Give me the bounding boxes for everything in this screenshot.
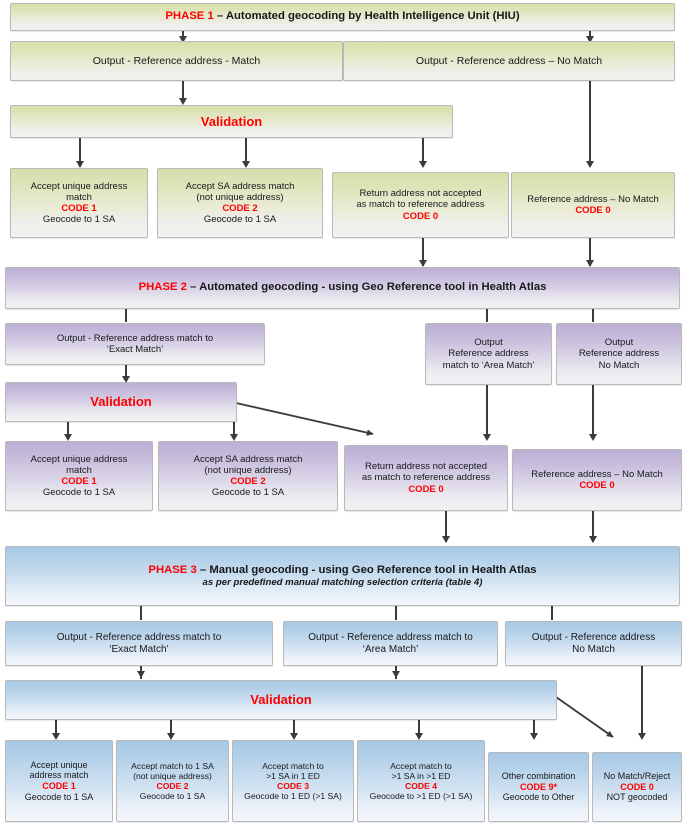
connector-p3-header-to-area (395, 606, 397, 620)
phase1-result-code1-code: CODE 1 (61, 203, 97, 214)
phase3-output-area-line1: Output - Reference address match to (308, 631, 473, 643)
arrowhead-p1-r4 (586, 161, 594, 168)
phase2-validation-text: Validation (90, 394, 152, 410)
phase3-result-code0 (592, 752, 682, 822)
connector-p2-header-to-exact (125, 309, 127, 322)
arrowhead-p3-validation-mid (392, 671, 400, 678)
phase3-result-code3-line4: Geocode to 1 ED (>1 SA) (244, 791, 342, 802)
phase3-result-code1-line4: Geocode to 1 SA (24, 791, 94, 802)
phase3-result-code9-code: CODE 9* (519, 781, 557, 792)
phase2-result-code2-code: CODE 2 (230, 476, 266, 487)
phase2-output-area (425, 323, 552, 385)
phase3-result-code0-line2: No Match/Reject (603, 771, 671, 782)
phase3-result-code2 (116, 740, 229, 822)
phase2-result-code1-line2: match (66, 464, 92, 476)
phase3-result-code3-line1: Accept match to (262, 760, 324, 771)
connector-p2-area-to-r4 (486, 385, 488, 437)
arrowhead-p3-validation-left (137, 671, 145, 678)
phase3-output-exact-line2: ‘Exact Match’ (109, 643, 169, 655)
phase3-label: PHASE 3 (148, 563, 197, 576)
phase2-output-exact-line2: ‘Exact Match’ (106, 344, 164, 355)
phase2-output-nomatch-line1: Output (604, 337, 634, 349)
phase1-result-nomatch-code: CODE 0 (575, 205, 611, 216)
phase3-result-code3-code: CODE 3 (277, 781, 309, 791)
phase3-result-code3 (232, 740, 354, 822)
phase3-result-code9 (488, 752, 589, 822)
phase2-label: PHASE 2 (138, 281, 187, 294)
phase1-result-code2-line1: Accept SA address match (185, 180, 295, 192)
arrowhead-p3-r5 (530, 733, 538, 740)
phase1-header (10, 3, 675, 31)
phase2-result-code2-line4: Geocode to 1 SA (211, 487, 285, 499)
connector-p3-nomatch-to-r6 (641, 666, 643, 737)
phase1-result-nomatch (511, 172, 675, 238)
phase1-output-nomatch-text: Output - Reference address – No Match (415, 54, 603, 67)
arrowhead-p3-header-right (589, 536, 597, 543)
phase2-result-code1-line1: Accept unique address (30, 453, 128, 465)
phase2-result-rejected-code: CODE 0 (408, 483, 444, 495)
arrowhead-p2-r4-left (483, 434, 491, 441)
phase2-result-nomatch-code: CODE 0 (579, 480, 615, 491)
arrowhead-p2-r2 (230, 434, 238, 441)
connector-p2-header-to-nomatch (592, 309, 594, 322)
arrowhead-p3-r6 (638, 733, 646, 740)
connector-p3-header-to-nomatch (551, 606, 553, 620)
connector-p2-nomatch-to-r4 (592, 385, 594, 437)
phase3-result-code4-line4: Geocode to >1 ED (>1 SA) (369, 791, 473, 802)
arrowhead-p3-header-left (442, 536, 450, 543)
phase1-result-code2-line2: (not unique address) (196, 191, 284, 203)
phase2-result-nomatch (512, 449, 682, 511)
phase1-result-code2-code: CODE 2 (222, 203, 258, 214)
phase3-output-exact-line1: Output - Reference address match to (56, 631, 222, 643)
phase1-result-code2-line4: Geocode to 1 SA (203, 214, 277, 226)
arrowhead-p1-r1 (76, 161, 84, 168)
phase3-result-code4-code: CODE 4 (405, 781, 437, 791)
arrowhead-p3-r4 (415, 733, 423, 740)
phase2-result-code1-line4: Geocode to 1 SA (42, 487, 116, 499)
arrowhead-p1-r2 (242, 161, 250, 168)
phase3-header-text (148, 564, 536, 577)
phase1-result-code1-line4: Geocode to 1 SA (42, 214, 116, 226)
phase1-header-rest: – Automated geocoding by Health Intelligence Unit (HIU) (213, 10, 520, 23)
phase3-output-area-line2: ‘Area Match’ (362, 643, 419, 655)
phase2-header (5, 267, 680, 309)
arrowhead-p2-r1 (64, 434, 72, 441)
phase3-output-nomatch-line1: Output - Reference address (531, 631, 656, 643)
phase1-result-code1-line2: match (66, 191, 92, 203)
phase3-output-area (283, 621, 498, 666)
phase3-result-code2-line4: Geocode to 1 SA (139, 791, 206, 802)
phase2-output-exact (5, 323, 265, 365)
phase1-result-rejected-code: CODE 0 (402, 210, 439, 222)
phase2-output-nomatch-line2: Reference address (578, 348, 660, 360)
phase2-result-rejected (344, 445, 508, 511)
phase2-output-exact-line1: Output - Reference address match to (56, 332, 214, 344)
arrowhead-p3-r3 (290, 733, 298, 740)
phase1-validation-text: Validation (200, 113, 263, 129)
arrowhead-p1-validation (179, 98, 187, 105)
phase3-result-code3-line2: >1 SA in 1 ED (266, 770, 320, 781)
phase3-output-exact (5, 621, 273, 666)
phase2-output-nomatch (556, 323, 682, 385)
phase1-output-match (10, 41, 343, 81)
phase2-output-nomatch-line3: No Match (598, 359, 640, 371)
phase1-output-match-text: Output - Reference address - Match (92, 54, 261, 67)
phase2-result-code1-code: CODE 1 (61, 476, 97, 487)
phase2-output-area-line1: Output (474, 337, 503, 349)
phase1-result-code1-line1: Accept unique address (30, 180, 128, 192)
phase2-header-rest: – Automated geocoding - using Geo Reference tool in Health Atlas (186, 281, 547, 294)
arrowhead-p2-header-left (419, 260, 427, 267)
arrowhead-p3-r1 (52, 733, 60, 740)
phase3-result-code9-line2: Other combination (501, 771, 576, 782)
phase1-result-rejected (332, 172, 509, 238)
connector-p1-nomatch-to-r4 (589, 81, 591, 164)
phase2-result-code1 (5, 441, 153, 511)
phase2-result-rejected-line1: Return address not accepted (365, 461, 487, 473)
phase2-validation (5, 382, 237, 422)
connector-p3-header-to-exact (140, 606, 142, 620)
phase3-validation (5, 680, 557, 720)
phase2-result-code2 (158, 441, 338, 511)
arrowhead-p2-r4-right (589, 434, 597, 441)
phase3-header-subtitle: as per predefined manual matching selection criteria (table 4) (202, 577, 483, 588)
phase2-result-code2-line1: Accept SA address match (193, 453, 303, 465)
arrowhead-p3-r2 (167, 733, 175, 740)
phase3-result-code9-line4: Geocode to Other (502, 792, 575, 803)
phase3-output-nomatch-line2: No Match (572, 643, 615, 655)
phase3-result-code1-line2: address match (29, 770, 89, 781)
arrowhead-p2-header-right (586, 260, 594, 267)
phase1-output-nomatch (343, 41, 675, 81)
phase3-result-code2-code: CODE 2 (156, 781, 189, 791)
phase2-header-text (139, 281, 547, 294)
phase1-header-text (165, 10, 519, 23)
phase3-result-code1 (5, 740, 113, 822)
phase3-result-code0-code: CODE 0 (620, 781, 654, 792)
phase3-header (5, 546, 680, 606)
phase1-result-rejected-line1: Return address not accepted (359, 188, 482, 200)
connector-p2-header-to-area (486, 309, 488, 322)
phase3-result-code0-line4: NOT geocoded (606, 792, 668, 803)
phase3-result-code2-line2: (not unique address) (133, 770, 212, 781)
arrowhead-p1-r3 (419, 161, 427, 168)
phase3-result-code1-code: CODE 1 (42, 781, 76, 791)
phase1-result-rejected-line2: as match to reference address (356, 199, 485, 211)
phase1-validation (10, 105, 453, 138)
phase2-output-area-line3: match to ‘Area Match’ (442, 359, 535, 371)
phase3-result-code4 (357, 740, 485, 822)
phase2-result-nomatch-line1: Reference address – No Match (531, 468, 663, 480)
phase3-result-code4-line1: Accept match to (390, 760, 452, 771)
phase1-result-code1 (10, 168, 148, 238)
phase3-result-code2-line1: Accept match to 1 SA (131, 760, 214, 771)
phase3-result-code4-line2: >1 SA in >1 ED (391, 770, 451, 781)
phase3-output-nomatch (505, 621, 682, 666)
phase2-result-code2-line2: (not unique address) (204, 464, 292, 476)
phase3-result-code1-line1: Accept unique (30, 759, 88, 770)
phase2-output-area-line2: Reference address (448, 348, 529, 360)
phase3-header-rest: – Manual geocoding - using Geo Reference tool in Health Atlas (196, 563, 537, 576)
phase1-result-nomatch-line1: Reference address – No Match (527, 193, 659, 205)
phase1-label: PHASE 1 (165, 10, 214, 23)
phase3-validation-text: Validation (250, 692, 312, 708)
phase1-result-code2 (157, 168, 323, 238)
phase2-result-rejected-line2: as match to reference address (361, 472, 491, 484)
